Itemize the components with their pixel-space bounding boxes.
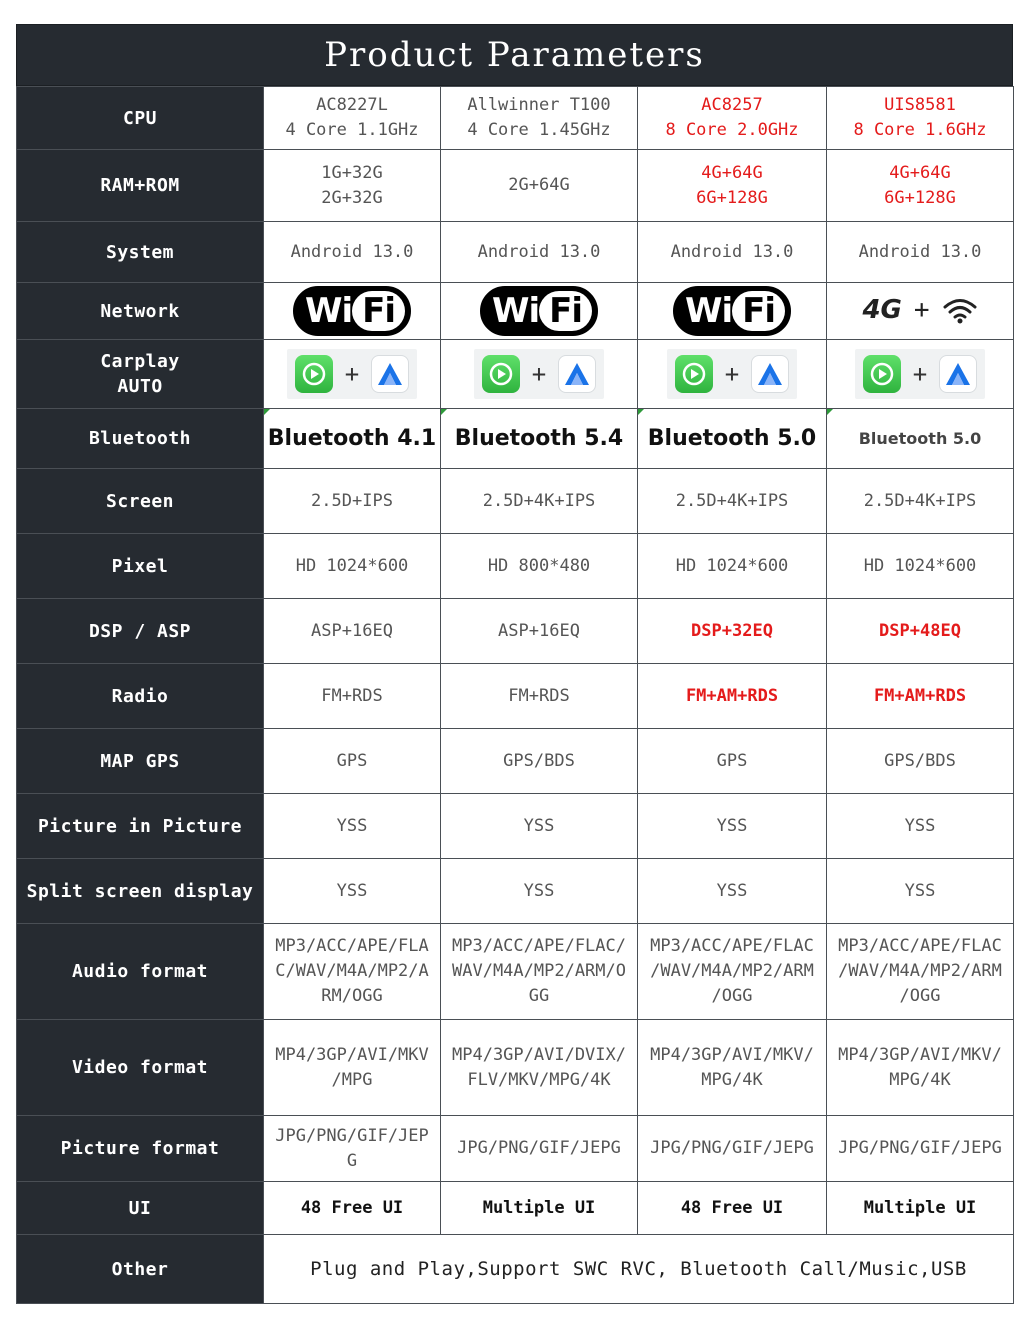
value-line: MP3/ACC/APE/FLAC/ — [452, 936, 626, 956]
row-label-network — [17, 283, 264, 340]
carplay-auto-value-1 — [264, 340, 441, 409]
value-line: RM/OGG — [321, 986, 383, 1006]
value-line: /OGG — [711, 986, 753, 1006]
value-line: MP3/ACC/APE/FLAC — [650, 936, 814, 956]
value-line: C/WAV/M4A/MP2/A — [275, 961, 429, 981]
value-line: GPS/BDS — [503, 750, 575, 771]
row-picture-format — [17, 1116, 1014, 1182]
value-line: 6G+128G — [696, 187, 768, 208]
network-value-1 — [264, 283, 441, 340]
value-line: MP4/3GP/AVI/MKV — [275, 1044, 429, 1065]
dsp-asp-value-4 — [827, 599, 1014, 664]
picture-format-value-4 — [827, 1116, 1014, 1182]
android-auto-icon — [558, 355, 596, 393]
row-label-text: RAM+ROM — [100, 175, 180, 196]
row-label-text: UI — [128, 1197, 152, 1219]
audio-format-value-2 — [441, 924, 638, 1020]
bluetooth-version: Bluetooth 4.1 — [267, 426, 437, 451]
row-label-text: Screen — [105, 490, 175, 512]
value-line: Multiple UI — [863, 1197, 977, 1218]
row-label-bluetooth — [17, 409, 264, 469]
value-line: /MPG — [331, 1069, 373, 1090]
wifi-logo-wi: Wi — [305, 290, 353, 331]
row-label-radio — [17, 664, 264, 729]
plus-sign: + — [912, 359, 928, 388]
value-line: 2.5D+IPS — [311, 490, 393, 511]
value-line: 2G+32G — [321, 187, 383, 208]
ui-value-4 — [827, 1182, 1014, 1235]
picture-format-value-3 — [638, 1116, 827, 1182]
value-line: /WAV/M4A/MP2/ARM — [650, 961, 814, 981]
row-label-text: Radio — [111, 685, 169, 707]
row-carplay-auto — [17, 340, 1014, 409]
network-4g-wifi — [862, 296, 977, 324]
value-line: FM+AM+RDS — [685, 685, 779, 706]
plus-sign: + — [531, 359, 547, 388]
carplay-play-glyph — [681, 361, 707, 387]
value-line: 4G+64G — [701, 162, 763, 183]
wifi-logo-fi: Fi — [732, 291, 785, 331]
value-line: JPG/PNG/GIF/JEPG — [457, 1138, 621, 1158]
pixel-value-1 — [264, 534, 441, 599]
value-line: YSS — [523, 815, 555, 836]
split-screen-display-value-4 — [827, 859, 1014, 924]
row-ui — [17, 1182, 1014, 1235]
wifi-logo-fi: Fi — [539, 291, 592, 331]
other-features-value — [264, 1235, 1014, 1304]
ram-rom-value-3 — [638, 150, 827, 222]
row-label-picture-in-picture — [17, 794, 264, 859]
value-line: MP4/3GP/AVI/DVIX/ — [452, 1044, 626, 1065]
row-label-text: Other — [111, 1258, 169, 1280]
value-line: Android 13.0 — [670, 241, 794, 262]
map-gps-value-4 — [827, 729, 1014, 794]
screen-value-2 — [441, 469, 638, 534]
value-line: G — [346, 1150, 358, 1171]
value-line: GPS/BDS — [884, 750, 956, 771]
screen-value-3 — [638, 469, 827, 534]
carplay-auto-icons — [287, 349, 417, 399]
carplay-auto-value-3 — [638, 340, 827, 409]
value-line: Multiple UI — [482, 1197, 596, 1218]
plus-sign: + — [344, 359, 360, 388]
video-format-value-3 — [638, 1020, 827, 1116]
network-value-3 — [638, 283, 827, 340]
wifi-logo-icon — [293, 286, 411, 336]
value-line: 2.5D+4K+IPS — [863, 490, 977, 511]
audio-format-value-4 — [827, 924, 1014, 1020]
row-label-cpu — [17, 87, 264, 150]
value-line: WAV/M4A/MP2/ARM/O — [452, 961, 626, 981]
row-label-text: Bluetooth — [88, 428, 192, 449]
audio-format-value-1 — [264, 924, 441, 1020]
map-gps-value-3 — [638, 729, 827, 794]
row-label-text: System — [105, 241, 175, 263]
row-label-text: Network — [100, 300, 180, 322]
row-label-line: Carplay — [100, 351, 180, 372]
carplay-icon — [675, 355, 713, 393]
row-label-audio-format — [17, 924, 264, 1020]
value-line: YSS — [523, 880, 555, 901]
audio-format-value-3 — [638, 924, 827, 1020]
row-label-text: MAP GPS — [100, 750, 180, 772]
wifi-logo-wi: Wi — [685, 290, 733, 331]
row-label-text: DSP / ASP — [88, 620, 192, 642]
picture-format-value-2 — [441, 1116, 638, 1182]
parameters-table — [16, 86, 1014, 1304]
value-line: /WAV/M4A/MP2/ARM — [838, 961, 1002, 981]
wifi-logo-fi: Fi — [352, 291, 405, 331]
row-network — [17, 283, 1014, 340]
ui-value-2 — [441, 1182, 638, 1235]
value-line: GPS — [336, 750, 368, 771]
dsp-asp-value-3 — [638, 599, 827, 664]
value-line: JPG/PNG/GIF/JEPG — [650, 1138, 814, 1158]
pixel-value-2 — [441, 534, 638, 599]
value-line: GG — [528, 986, 550, 1006]
value-line: MP3/ACC/APE/FLAC — [838, 936, 1002, 956]
value-line: JPG/PNG/GIF/JEP — [275, 1125, 429, 1146]
bluetooth-version: Bluetooth 5.0 — [858, 429, 982, 448]
carplay-auto-value-4 — [827, 340, 1014, 409]
value-line: MP3/ACC/APE/FLA — [275, 936, 429, 956]
value-line: MPG/4K — [701, 1069, 763, 1090]
dsp-asp-value-2 — [441, 599, 638, 664]
row-other — [17, 1235, 1014, 1304]
row-label-video-format — [17, 1020, 264, 1116]
value-line: YSS — [716, 880, 748, 901]
row-label-system — [17, 222, 264, 283]
value-line: FM+AM+RDS — [873, 685, 967, 706]
radio-value-4 — [827, 664, 1014, 729]
value-line: YSS — [336, 815, 368, 836]
dsp-asp-value-1 — [264, 599, 441, 664]
row-label-screen — [17, 469, 264, 534]
bluetooth-value-3 — [638, 409, 827, 469]
row-label-line: AUTO — [117, 376, 163, 397]
bluetooth-value-1 — [264, 409, 441, 469]
value-line: 6G+128G — [884, 187, 956, 208]
row-split-screen-display — [17, 859, 1014, 924]
android-auto-icon — [371, 355, 409, 393]
row-label-dsp-asp — [17, 599, 264, 664]
value-line: 4G+64G — [889, 162, 951, 183]
other-features-text: Plug and Play,Support SWC RVC, Bluetooth Call/Music,USB — [310, 1257, 967, 1280]
value-line: MP4/3GP/AVI/MKV/ — [650, 1044, 814, 1065]
4g-icon: 4G — [862, 294, 902, 325]
value-line: AC8257 — [701, 95, 763, 115]
value-line: HD 800*480 — [487, 555, 591, 576]
row-label-split-screen-display — [17, 859, 264, 924]
radio-value-3 — [638, 664, 827, 729]
system-value-2 — [441, 222, 638, 283]
picture-in-picture-value-3 — [638, 794, 827, 859]
value-line: 2.5D+4K+IPS — [675, 490, 789, 511]
ui-value-3 — [638, 1182, 827, 1235]
ram-rom-value-1 — [264, 150, 441, 222]
bluetooth-version: Bluetooth 5.0 — [647, 426, 817, 451]
row-label-text: Video format — [71, 1057, 209, 1078]
cpu-value-2 — [441, 87, 638, 150]
row-pixel — [17, 534, 1014, 599]
android-auto-glyph — [563, 361, 591, 387]
value-line: Android 13.0 — [858, 241, 982, 262]
row-label-text: Audio format — [71, 961, 209, 982]
plus-sign: + — [724, 359, 740, 388]
picture-format-value-1 — [264, 1116, 441, 1182]
value-line: ASP+16EQ — [311, 620, 393, 641]
row-screen — [17, 469, 1014, 534]
value-line: GPS — [716, 750, 748, 771]
picture-in-picture-value-4 — [827, 794, 1014, 859]
carplay-auto-icons — [667, 349, 797, 399]
radio-value-2 — [441, 664, 638, 729]
system-value-4 — [827, 222, 1014, 283]
bluetooth-version: Bluetooth 5.4 — [454, 426, 624, 451]
row-label-other — [17, 1235, 264, 1304]
wifi-logo-icon — [480, 286, 598, 336]
map-gps-value-2 — [441, 729, 638, 794]
carplay-auto-icons — [474, 349, 604, 399]
pixel-value-4 — [827, 534, 1014, 599]
row-video-format — [17, 1020, 1014, 1116]
plus-sign: + — [913, 294, 930, 325]
carplay-play-glyph — [301, 361, 327, 387]
split-screen-display-value-1 — [264, 859, 441, 924]
value-line: AC8227L — [316, 95, 388, 115]
screen-value-4 — [827, 469, 1014, 534]
row-label-text: Picture format — [60, 1138, 220, 1159]
row-label-ram-rom — [17, 150, 264, 222]
value-line: FLV/MKV/MPG/4K — [467, 1069, 611, 1090]
row-dsp-asp — [17, 599, 1014, 664]
android-auto-icon — [939, 355, 977, 393]
row-cpu — [17, 87, 1014, 150]
carplay-auto-value-2 — [441, 340, 638, 409]
row-ram-rom — [17, 150, 1014, 222]
wifi-logo-wi: Wi — [492, 290, 540, 331]
value-line: HD 1024*600 — [863, 555, 977, 576]
page-title: Product Parameters — [16, 24, 1013, 86]
bluetooth-value-2 — [441, 409, 638, 469]
row-bluetooth — [17, 409, 1014, 469]
map-gps-value-1 — [264, 729, 441, 794]
picture-in-picture-value-1 — [264, 794, 441, 859]
value-line: 1G+32G — [321, 162, 383, 183]
value-line: Allwinner T100 — [467, 95, 611, 115]
ui-value-1 — [264, 1182, 441, 1235]
row-label-text: CPU — [122, 107, 157, 129]
system-value-1 — [264, 222, 441, 283]
wifi-logo-icon — [673, 286, 791, 336]
row-audio-format — [17, 924, 1014, 1020]
split-screen-display-value-3 — [638, 859, 827, 924]
value-line: FM+RDS — [508, 685, 570, 706]
value-line: 48 Free UI — [300, 1197, 404, 1218]
video-format-value-1 — [264, 1020, 441, 1116]
ram-rom-value-4 — [827, 150, 1014, 222]
android-auto-icon — [751, 355, 789, 393]
row-label-ui — [17, 1182, 264, 1235]
bluetooth-value-4 — [827, 409, 1014, 469]
value-line: 48 Free UI — [680, 1197, 784, 1218]
row-system — [17, 222, 1014, 283]
value-line: MP4/3GP/AVI/MKV/ — [838, 1044, 1002, 1065]
picture-in-picture-value-2 — [441, 794, 638, 859]
value-line: JPG/PNG/GIF/JEPG — [838, 1138, 1002, 1158]
cpu-value-3 — [638, 87, 827, 150]
network-value-2 — [441, 283, 638, 340]
value-line: 2.5D+4K+IPS — [482, 490, 596, 511]
row-picture-in-picture — [17, 794, 1014, 859]
carplay-play-glyph — [869, 361, 895, 387]
row-label-pixel — [17, 534, 264, 599]
value-line: Android 13.0 — [290, 241, 414, 262]
value-line: HD 1024*600 — [295, 555, 409, 576]
value-line: ASP+16EQ — [498, 620, 580, 641]
carplay-icon — [482, 355, 520, 393]
value-line: YSS — [904, 880, 936, 901]
carplay-auto-icons — [855, 349, 985, 399]
cpu-value-1 — [264, 87, 441, 150]
row-label-carplay-auto — [17, 340, 264, 409]
carplay-icon — [295, 355, 333, 393]
value-line: DSP+32EQ — [691, 620, 773, 641]
product-parameters-sheet — [16, 24, 1013, 1304]
row-label-picture-format — [17, 1116, 264, 1182]
value-line: FM+RDS — [321, 685, 383, 706]
value-line: YSS — [336, 880, 368, 901]
pixel-value-3 — [638, 534, 827, 599]
row-label-text: Pixel — [111, 555, 169, 577]
value-line: YSS — [716, 815, 748, 836]
android-auto-glyph — [376, 361, 404, 387]
value-line: 4 Core 1.45GHz — [467, 120, 611, 140]
video-format-value-2 — [441, 1020, 638, 1116]
row-radio — [17, 664, 1014, 729]
value-line: YSS — [904, 815, 936, 836]
video-format-value-4 — [827, 1020, 1014, 1116]
android-auto-glyph — [756, 361, 784, 387]
cpu-value-4 — [827, 87, 1014, 150]
value-line: 8 Core 1.6GHz — [853, 120, 987, 140]
radio-value-1 — [264, 664, 441, 729]
row-label-text: Split screen display — [26, 880, 254, 902]
value-line: DSP+48EQ — [879, 620, 961, 641]
ram-rom-value-2 — [441, 150, 638, 222]
wifi-signal-icon — [942, 296, 978, 324]
value-line: 8 Core 2.0GHz — [665, 120, 799, 140]
value-line: HD 1024*600 — [675, 555, 789, 576]
row-map-gps — [17, 729, 1014, 794]
value-line: /OGG — [899, 986, 941, 1006]
screen-value-1 — [264, 469, 441, 534]
split-screen-display-value-2 — [441, 859, 638, 924]
carplay-play-glyph — [488, 361, 514, 387]
value-line: 2G+64G — [508, 175, 570, 195]
row-label-text: Picture in Picture — [37, 815, 243, 837]
row-label-map-gps — [17, 729, 264, 794]
network-value-4 — [827, 283, 1014, 340]
system-value-3 — [638, 222, 827, 283]
value-line: UIS8581 — [884, 95, 956, 115]
android-auto-glyph — [944, 361, 972, 387]
value-line: 4 Core 1.1GHz — [285, 120, 419, 140]
value-line: MPG/4K — [889, 1069, 951, 1090]
carplay-icon — [863, 355, 901, 393]
value-line: Android 13.0 — [477, 241, 601, 262]
